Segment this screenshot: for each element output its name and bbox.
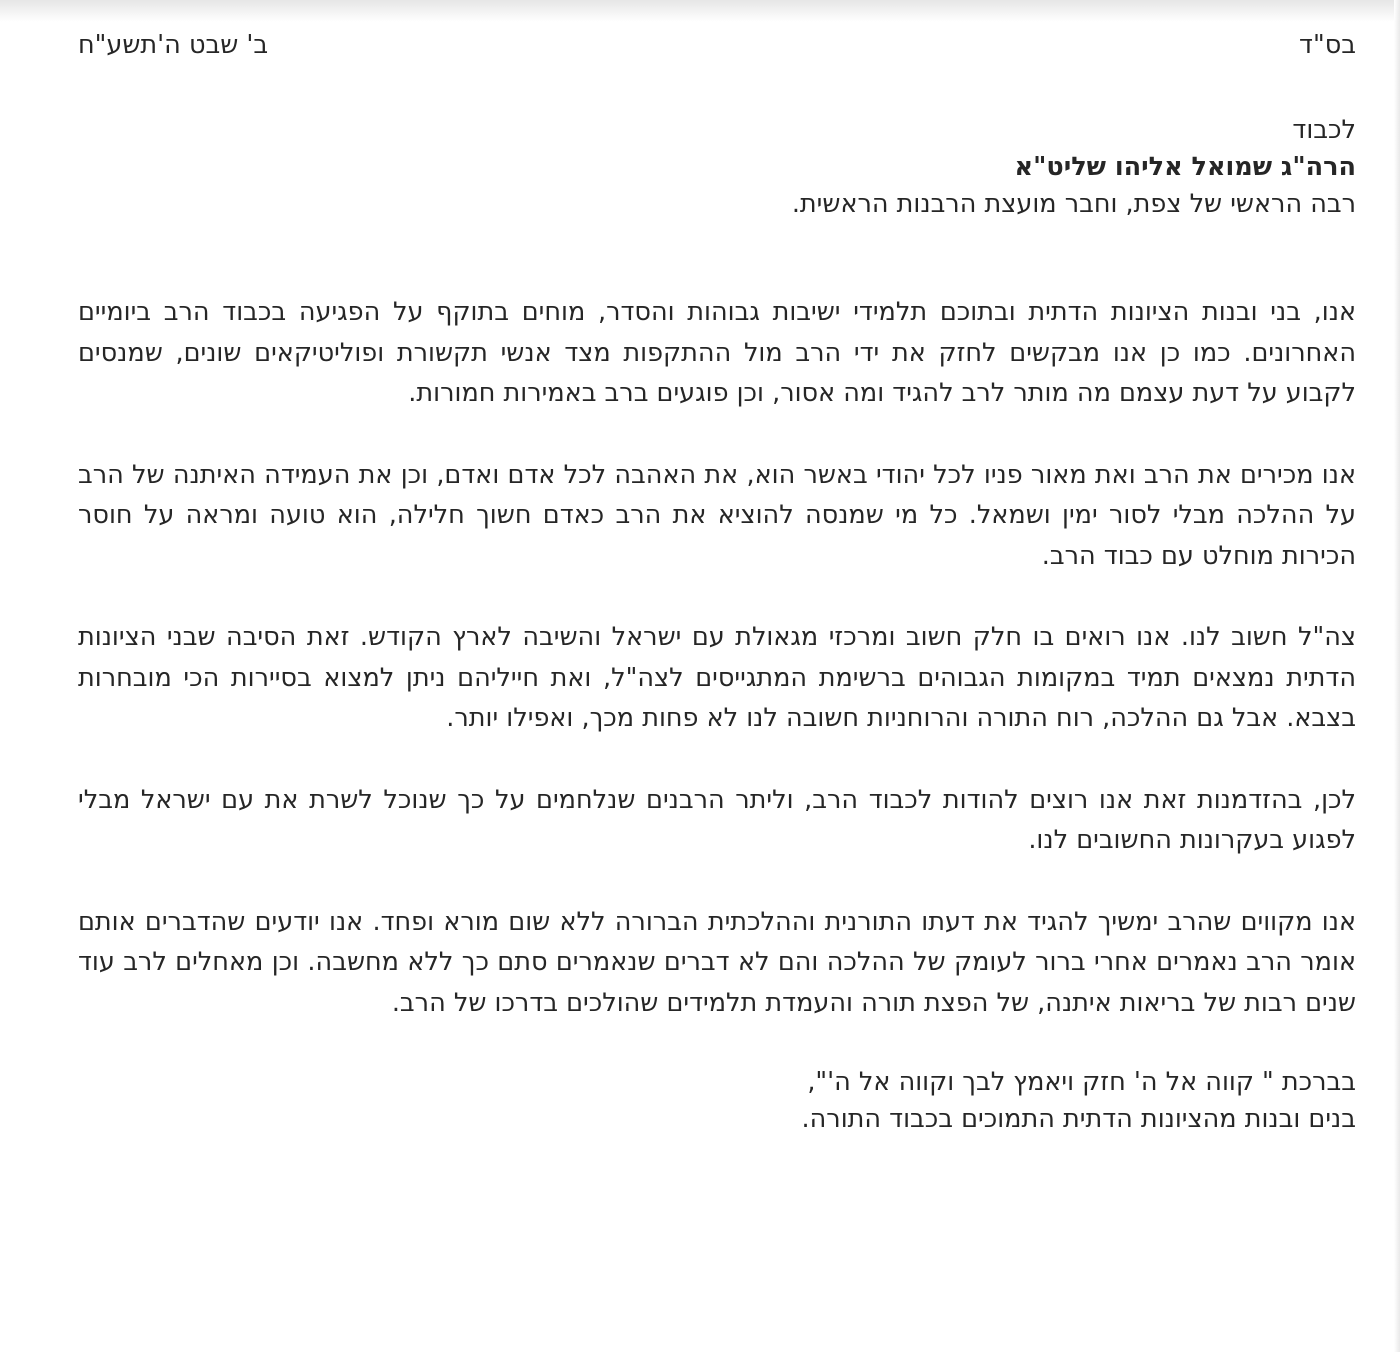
right-edge-shadow xyxy=(1394,0,1400,1352)
paragraph-acquaintance: אנו מכירים את הרב ואת מאור פניו לכל יהודי באשר הוא, את האהבה לכל אדם ואדם, וכן את העמידה האיתנה של הרב על ההלכה מבלי לסור ימין ושמאל. כל מי שמנסה להוציא את הרב כאדם חשוך חלילה, הוא טועה ומראה על חוסר הכירות מוחלט עם כבוד הרב. xyxy=(78,459,1356,571)
closing-signature: בנים ובנות מהציונות הדתית התמוכים בכבוד התורה. xyxy=(801,1104,1356,1134)
recipient-name: הרה"ג שמואל אליהו שליט"א xyxy=(1014,152,1356,182)
bsd-mark: בס"ד xyxy=(1299,30,1356,60)
top-edge-shadow xyxy=(0,0,1400,22)
closing-blessing: בברכת " קווה אל ה' חזק ויאמץ לבך וקווה אל ה'", xyxy=(807,1067,1356,1097)
address-block xyxy=(78,112,1356,223)
letter-header xyxy=(78,30,1356,70)
letter-body xyxy=(78,292,1356,1023)
paragraph-army: צה"ל חשוב לנו. אנו רואים בו חלק חשוב ומרכזי מגאולת עם ישראל והשיבה לארץ הקודש. זאת הסיבה שבני הציונות הדתית נמצאים תמיד במקומות הגבוהים ברשימת המתגייסים לצה"ל, ואת חייליהם ניתן למצוא בסיירות הכי מובחרות בצבא. אבל גם ההלכה, רוח התורה והרוחניות חשובה לנו לא פחות מכך, ואפילו יותר. xyxy=(78,622,1356,733)
recipient-title: רבה הראשי של צפת, וחבר מועצת הרבנות הראשית. xyxy=(791,189,1356,219)
paragraph-hope: אנו מקווים שהרב ימשיך להגיד את דעתו התורנית וההלכתית הברורה ללא שום מורא ופחד. אנו יודעים שהדברים אותם אומר הרב נאמרים אחרי ברור לעומק של ההלכה והם לא דברים שנאמרים סתם כך ללא מחשבה. וכן מאחלים לרב עוד שנים רבות של בריאות איתנה, של הפצת תורה והעמדת תלמידים שהולכים בדרכו של הרב. xyxy=(78,906,1356,1018)
closing-block xyxy=(78,1064,1356,1138)
paragraph-protest: אנו, בני ובנות הציונות הדתית ובתוכם תלמידי ישיבות גבוהות והסדר, מוחים בתוקף על הפגיעה בכבוד הרב ביומיים האחרונים. כמו כן אנו מבקשים לחזק את ידי הרב מול ההתקפות מצד אנשי תקשורת ופוליטיקאים שונים, שמנסים לקבוע על דעת עצמם מה מותר לרב להגיד ומה אסור, וכן פוגעים ברב באמירות חמורות. xyxy=(78,297,1356,408)
letter-page xyxy=(78,30,1356,1138)
salutation: לכבוד xyxy=(1292,115,1356,145)
paragraph-thanks: לכן, בהזדמנות זאת אנו רוצים להודות לכבוד הרב, וליתר הרבנים שנלחמים על כך שנוכל לשרת את עם ישראל מבלי לפגוע בעקרונות החשובים לנו. xyxy=(78,784,1356,855)
hebrew-date: ב' שבט ה'תשע"ח xyxy=(78,30,269,60)
